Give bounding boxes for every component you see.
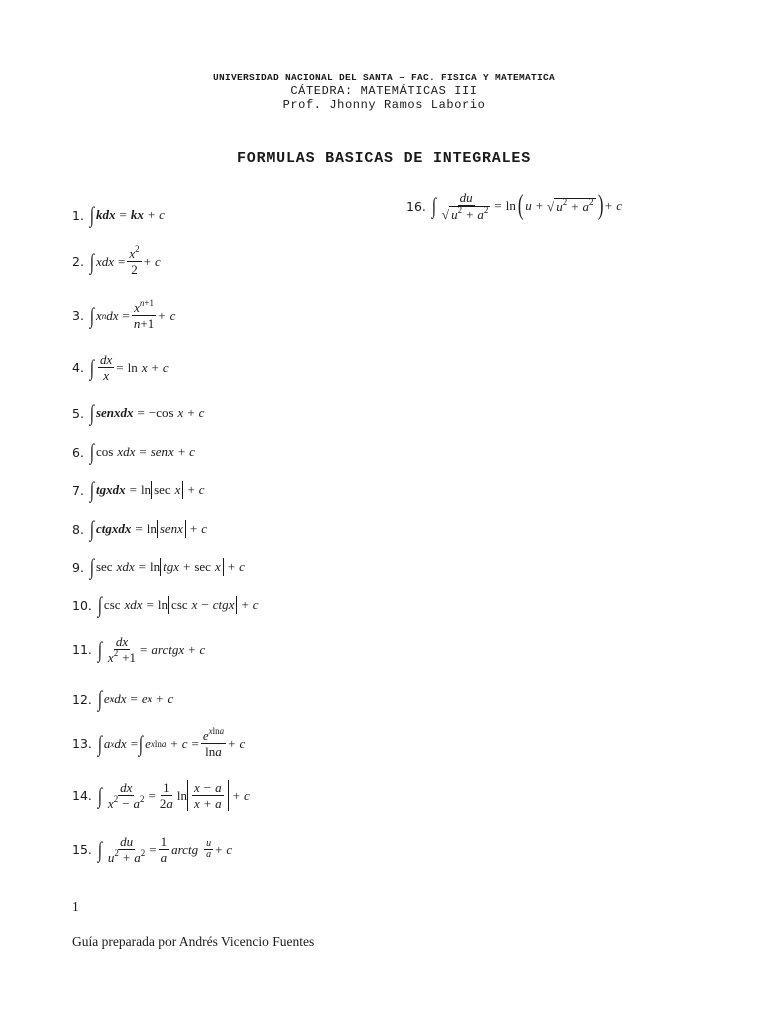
footer-credit: Guía preparada por Andrés Vicencio Fuentes bbox=[72, 934, 315, 949]
formula-1: 1. ∫ kdx = kx + c bbox=[72, 202, 165, 227]
formula-6: 6. ∫ cos xdx = senx + c bbox=[72, 439, 195, 464]
document-header bbox=[0, 72, 768, 112]
formula-number: 7. bbox=[72, 482, 84, 498]
formula-number: 3. bbox=[72, 308, 84, 323]
page-title: FORMULAS BASICAS DE INTEGRALES bbox=[236, 150, 532, 167]
formula-number: 4. bbox=[72, 360, 84, 375]
formula-10: 10. ∫ csc xdx = ln csc x − ctgx + c bbox=[72, 592, 259, 617]
formula-number: 11. bbox=[72, 642, 92, 657]
formula-7: 7. ∫ tgxdx = ln sec x + c bbox=[72, 477, 205, 502]
formula-4: 4. ∫ $\frac{dx}{x}$ = ln x + c bbox=[72, 352, 169, 383]
formula-number: 10. bbox=[72, 597, 92, 613]
formula-2: 2. ∫ xdx = $\frac{x^2}{2}$ + c bbox=[72, 244, 161, 277]
formula-14: 14. ∫ $\frac{dx}{x^2 - a^2}$ = $\frac{1}{2a}$ ln $\frac{x - a}{x + a}$ + c bbox=[72, 780, 250, 811]
formula-13: 13. ∫ a x dx = ∫ e xlna + c = $\frac{e^{xlna}}{\ln a}$ + c bbox=[72, 726, 246, 759]
formula-15: 15. ∫ $\frac{du}{u^2 + a^2}$ = $\frac{1}{a}$ arctg $\frac{u}{a}$ + c bbox=[72, 834, 233, 865]
formula-number: 5. bbox=[72, 405, 84, 421]
formula-9: 9. ∫ sec xdx = ln tgx + sec x + c bbox=[72, 554, 245, 579]
formula-12: 12. ∫ e x dx = e x + c bbox=[72, 686, 174, 711]
formula-11: 11. ∫ $\frac{dx}{x^2 +1}$ = arctgx + c bbox=[72, 634, 206, 665]
formula-number: 13. bbox=[72, 736, 92, 751]
formula-number: 9. bbox=[72, 559, 84, 575]
formula-number: 14. bbox=[72, 788, 92, 803]
professor-line: Prof. Jhonny Ramos Laborio bbox=[282, 98, 486, 112]
formula-5: 5. ∫ senxdx = −cos x + c bbox=[72, 400, 205, 425]
formula-number: 1. bbox=[72, 207, 84, 223]
formula-8: 8. ∫ ctgxdx = ln senx + c bbox=[72, 516, 208, 541]
formula-3: 3. ∫ x n dx = $\frac{x^{n+1}}{n+1}$ + c bbox=[72, 298, 176, 331]
formula-number: 12. bbox=[72, 691, 92, 707]
page-number: 1 bbox=[72, 899, 79, 914]
formula-16: 16. ∫ du √ $u^2 + a^2$ = ln ( u + √ $u^2 + a^2$ ) + c bbox=[406, 190, 622, 222]
formula-number: 16. bbox=[406, 198, 426, 214]
university-line: UNIVERSIDAD NACIONAL DEL SANTA – FAC. FISICA Y MATEMATICA bbox=[212, 72, 556, 83]
course-line: CÁTEDRA: MATEMÁTICAS III bbox=[290, 84, 478, 98]
formula-number: 8. bbox=[72, 521, 84, 537]
formula-number: 2. bbox=[72, 254, 84, 269]
formula-number: 15. bbox=[72, 842, 92, 857]
formula-number: 6. bbox=[72, 444, 84, 460]
